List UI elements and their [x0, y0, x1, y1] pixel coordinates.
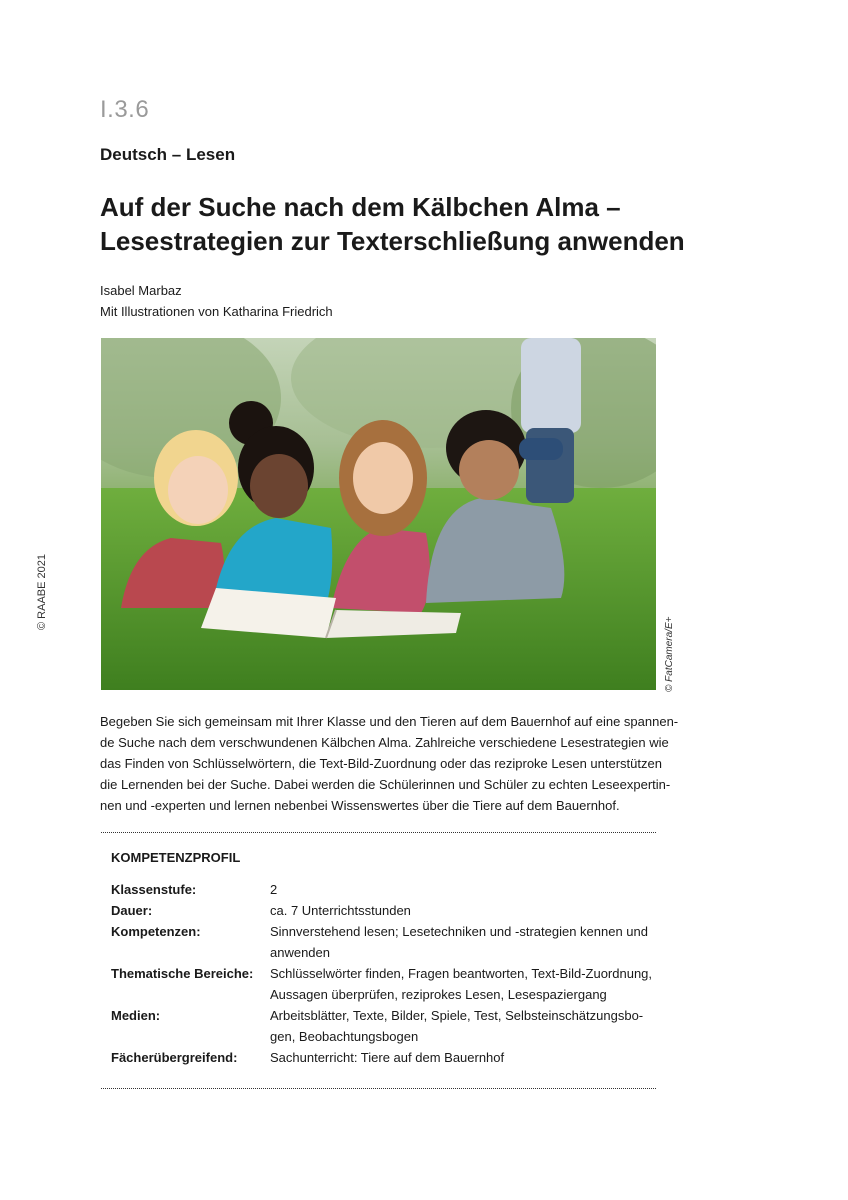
- kompetenzprofil-heading: KOMPETENZPROFIL: [111, 850, 241, 865]
- kp-row-kompetenzen: [111, 921, 656, 963]
- cover-photo: [101, 338, 656, 690]
- kompetenzprofil-table: [111, 879, 656, 1068]
- kp-value: [270, 900, 656, 921]
- kp-value: [270, 921, 656, 963]
- intro-paragraph: [100, 711, 679, 816]
- kp-value-line: 2: [270, 882, 278, 897]
- authors-block: [100, 280, 333, 322]
- kp-value-line: ca. 7 Unterrichtsstunden: [270, 903, 411, 918]
- background-person: [521, 338, 581, 433]
- divider: [101, 1088, 656, 1089]
- unit-number: I.3.6: [100, 96, 150, 123]
- divider: [101, 832, 656, 833]
- kp-row-faecheruebergreifend: [111, 1047, 656, 1068]
- kp-value-line: Aussagen überprüfen, reziprokes Lesen, Lesespaziergang: [270, 987, 607, 1002]
- title-line: Auf der Suche nach dem Kälbchen Alma –: [100, 192, 621, 222]
- intro-line: die Lernenden bei der Suche. Dabei werden die Schülerinnen und Schüler zu echten Leseexpertin-: [100, 777, 671, 792]
- kp-value-line: Arbeitsblätter, Texte, Bilder, Spiele, Test, Selbsteinschätzungsbo-: [270, 1008, 644, 1023]
- subject-heading: Deutsch – Lesen: [100, 145, 236, 164]
- illustrator-credit: Mit Illustrationen von Katharina Friedrich: [100, 304, 333, 319]
- kp-value-line: gen, Beobachtungsbogen: [270, 1029, 419, 1044]
- intro-line: de Suche nach dem verschwundenen Kälbchen Alma. Zahlreiche verschiedene Lesestrategien wie: [100, 735, 669, 750]
- kp-row-dauer: [111, 900, 656, 921]
- kp-label: Medien:: [111, 1008, 161, 1023]
- kp-value-line: anwenden: [270, 945, 330, 960]
- photo-credit-text: © FatCamera/E+: [664, 616, 675, 692]
- photo-credit: [664, 610, 678, 692]
- intro-line: das Finden von Schlüsselwörtern, die Text-Bild-Zuordnung oder das reziproke Lesen unterstützen: [100, 756, 662, 771]
- intro-line: Begeben Sie sich gemeinsam mit Ihrer Klasse und den Tieren auf dem Bauernhof auf eine spannen-: [100, 714, 679, 729]
- sidebar-copyright: [36, 554, 50, 630]
- kp-value-line: Sinnverstehend lesen; Lesetechniken und -strategien kennen und: [270, 924, 648, 939]
- page-title: [100, 190, 700, 258]
- kp-value-line: Schlüsselwörter finden, Fragen beantworten, Text-Bild-Zuordnung,: [270, 966, 653, 981]
- kp-row-klassenstufe: [111, 879, 656, 900]
- kp-row-medien: [111, 1005, 656, 1047]
- kp-label: Klassenstufe:: [111, 882, 197, 897]
- kp-label: Fächerübergreifend:: [111, 1050, 238, 1065]
- kp-label: Kompetenzen:: [111, 924, 201, 939]
- kp-value-line: Sachunterricht: Tiere auf dem Bauernhof: [270, 1050, 505, 1065]
- kp-row-thematische-bereiche: [111, 963, 656, 1005]
- kp-label: Dauer:: [111, 903, 153, 918]
- kp-value: [270, 879, 656, 900]
- copyright-text: © RAABE 2021: [36, 554, 48, 630]
- intro-line: nen und -experten und lernen nebenbei Wissenswertes über die Tiere auf dem Bauernhof.: [100, 798, 620, 813]
- children-reading-illustration: [101, 338, 656, 690]
- title-line: Lesestrategien zur Texterschließung anwenden: [100, 226, 685, 256]
- kp-value: [270, 1047, 656, 1068]
- kp-label: Thematische Bereiche:: [111, 966, 254, 981]
- author-name: Isabel Marbaz: [100, 283, 182, 298]
- kp-value: [270, 963, 656, 1005]
- kp-value: [270, 1005, 656, 1047]
